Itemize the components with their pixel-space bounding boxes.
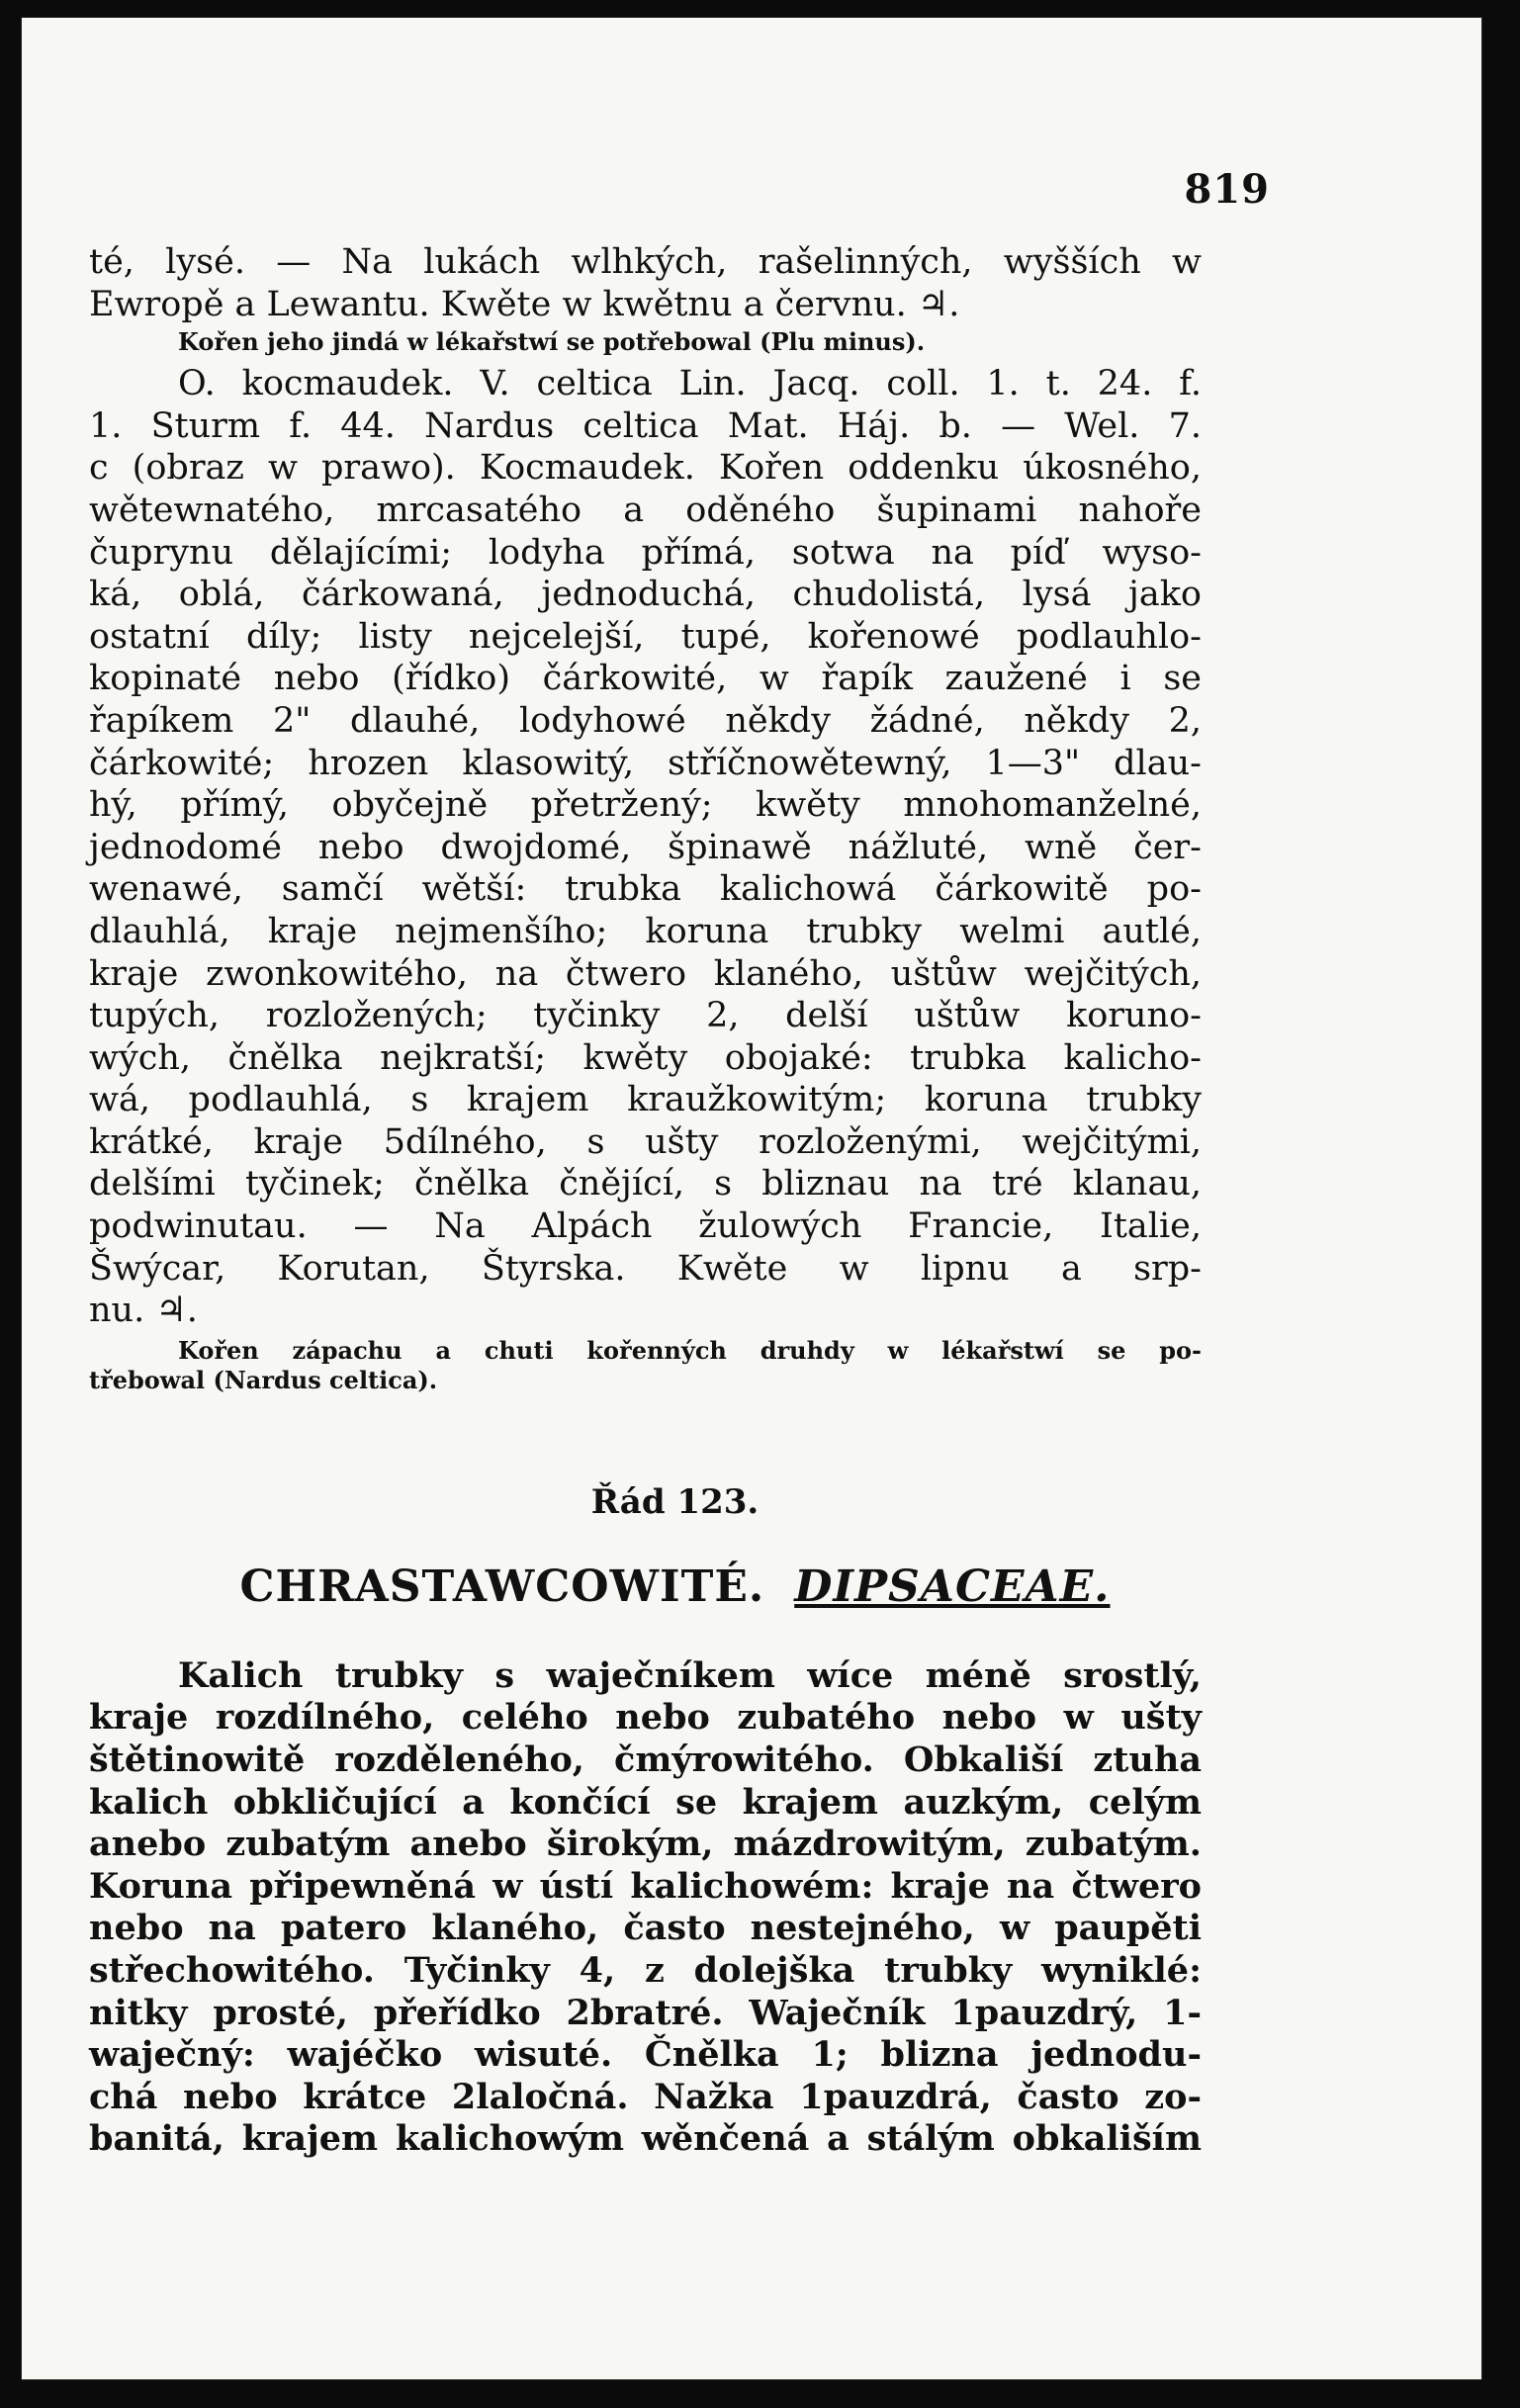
- family-heading: [89, 1561, 1202, 1612]
- species-description: [89, 363, 1202, 1332]
- text-line: tupých, rozložených; tyčinky 2, delší uštůw koruno-: [89, 996, 1202, 1036]
- text-line: ká, oblá, čárkowaná, jednoduchá, chudolistá, lysá jako: [89, 575, 1202, 615]
- family-name: CHRASTAWCOWITÉ.: [239, 1561, 765, 1612]
- family-description: [89, 1655, 1202, 2161]
- page-number: 819: [1184, 166, 1270, 213]
- text-line: kopinaté nebo (řídko) čárkowité, w řapík zaužené i se: [89, 659, 1202, 699]
- text-line: 1. Sturm f. 44. Nardus celtica Mat. Háj. b. — Wel. 7.: [89, 405, 1202, 446]
- text-line: střechowitého. Tyčinky 4, z dolejška trubky wyniklé:: [89, 1950, 1202, 1991]
- book-page: [22, 18, 1481, 2379]
- text-line: chá nebo krátce 2laločná. Nažka 1pauzdrá, často zo-: [89, 2076, 1202, 2117]
- text-line: kraje rozdílného, celého nebo zubatého nebo w ušty: [89, 1697, 1202, 1739]
- text-line: Šwýcar, Korutan, Štyrska. Kwěte w lipnu a srp-: [89, 1248, 1202, 1289]
- text-line: dlauhlá, kraje nejmenšího; koruna trubky welmi autlé,: [89, 911, 1202, 951]
- text-line: podwinutau. — Na Alpách žulowých Francie, Italie,: [89, 1206, 1202, 1247]
- text-line: čuprynu dělajícími; lodyha přímá, sotwa na píď wyso-: [89, 532, 1202, 573]
- text-line: čárkowité; hrozen klasowitý, stříčnowětewný, 1—3" dlau-: [89, 743, 1202, 783]
- text-line: Kořen zápachu a chuti kořenných druhdy w lékařstwí se po-: [178, 1335, 1202, 1365]
- text-line: nitky prosté, přeřídko 2bratré. Waječník 1pauzdrý, 1-: [89, 1992, 1202, 2033]
- text-line: jednodomé nebo dwojdomé, špinawě nážluté, wně čer-: [89, 827, 1202, 867]
- text-line: wětewnatého, mrcasatého a oděného šupinami nahoře: [89, 490, 1202, 530]
- footnote-2-cont: [89, 1366, 1202, 1395]
- page-body: [89, 241, 1202, 2161]
- text-line: wých, čnělka nejkratší; kwěty obojaké: trubka kalicho-: [89, 1037, 1202, 1078]
- text-line: anebo zubatým anebo širokým, mázdrowitým, zubatým.: [89, 1824, 1202, 1865]
- text-line: třebowal (Nardus celtica).: [89, 1365, 438, 1394]
- text-line: hý, přímý, obyčejně přetržený; kwěty mnohomanželné,: [89, 785, 1202, 826]
- text-line: kraje zwonkowitého, na čtwero klaného, uštůw wejčitých,: [89, 953, 1202, 994]
- text-line: banitá, krajem kalichowým wěnčená a stálým obkališím: [89, 2118, 1202, 2160]
- text-line: delšími tyčinek; čnělka čnějící, s bliznau na tré klanau,: [89, 1164, 1202, 1204]
- text-line: kalich obkličující a končící se krajem auzkým, celým: [89, 1781, 1202, 1823]
- footnote-2: [89, 1336, 1202, 1366]
- text-line: waječný: wajéčko wisuté. Čnělka 1; blizna jednodu-: [89, 2034, 1202, 2076]
- paragraph-1: [89, 241, 1202, 325]
- order-heading: Řád 123.: [590, 1481, 760, 1522]
- text-line: ostatní díly; listy nejcelejší, tupé, kořenowé podlauhlo-: [89, 616, 1202, 657]
- text-line: štětinowitě rozděleného, čmýrowitého. Obkališí ztuha: [89, 1739, 1202, 1781]
- footnote-1: [89, 327, 1202, 357]
- text-line: nebo na patero klaného, často nestejného, w paupěti: [89, 1908, 1202, 1949]
- text-line: Koruna připewněná w ústí kalichowém: kraje na čtwero: [89, 1865, 1202, 1907]
- text-line: Ewropě a Lewantu. Kwěte w kwětnu a červnu. ♃.: [89, 284, 960, 324]
- text-line: wá, podlauhlá, s krajem kraužkowitým; koruna trubky: [89, 1080, 1202, 1120]
- text-line: krátké, kraje 5dílného, s ušty rozloženými, wejčitými,: [89, 1121, 1202, 1162]
- text-line: Kalich trubky s waječníkem wíce méně srostlý,: [178, 1654, 1202, 1696]
- text-line: řapíkem 2" dlauhé, lodyhowé někdy žádné, někdy 2,: [89, 700, 1202, 741]
- text-line: Kořen jeho jindá w lékařstwí se potřebowal (Plu minus).: [178, 327, 926, 357]
- text-line: nu. ♃.: [89, 1291, 198, 1331]
- text-line: té, lysé. — Na lukách wlhkých, rašelinných, wyšších w: [89, 242, 1202, 282]
- text-line: O. kocmaudek. V. celtica Lin. Jacq. coll. 1. t. 24. f.: [178, 364, 1202, 404]
- text-line: wenawé, samčí wětší: trubka kalichowá čárkowitě po-: [89, 869, 1202, 910]
- text-line: c (obraz w prawo). Kocmaudek. Kořen oddenku úkosného,: [89, 448, 1202, 489]
- family-latin-name: DIPSACEAE.: [794, 1561, 1111, 1612]
